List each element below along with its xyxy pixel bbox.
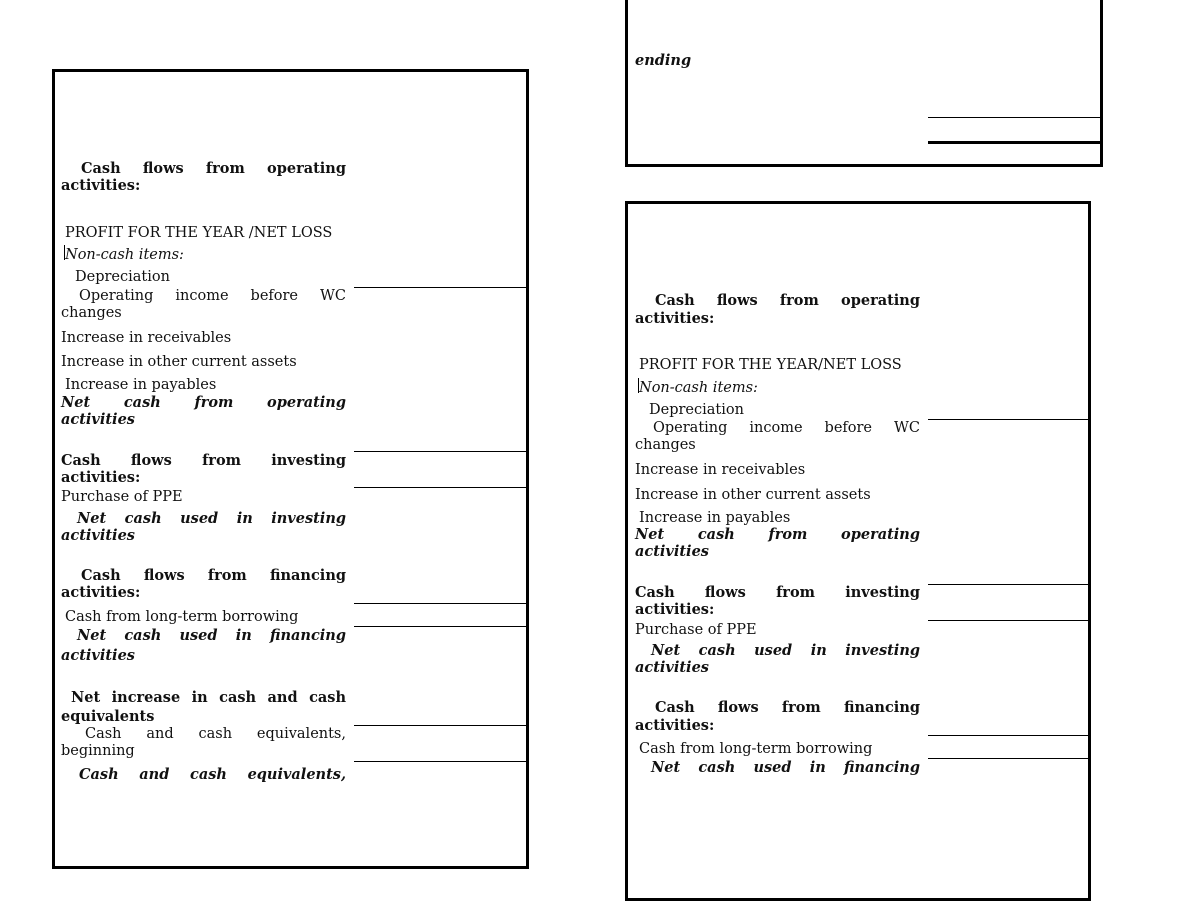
- right-receivables-label: Increase in receivables: [635, 462, 806, 478]
- left-rule: [354, 626, 529, 627]
- right-net-operating-label: Net cash from operating: [635, 526, 920, 543]
- left-payables-label: Increase in payables: [65, 377, 217, 393]
- right-top-double-rule: [928, 141, 1101, 144]
- left-net-operating-label: Net cash from operating: [61, 394, 346, 411]
- left-net-investing-label-2: activities: [61, 527, 135, 544]
- left-rule: [354, 761, 529, 762]
- right-operating-heading: Cash flows from operating: [655, 292, 920, 309]
- left-non-cash-label: Non-cash items:: [65, 247, 184, 263]
- left-op-income-label: Operating income before WC: [79, 288, 346, 304]
- right-top-ending-label: ending: [635, 52, 692, 69]
- left-net-increase-label: Net increase in cash and cash: [71, 689, 346, 706]
- left-financing-heading: Cash flows from financing: [81, 567, 346, 584]
- right-rule: [928, 735, 1089, 736]
- right-depreciation-label: Depreciation: [649, 402, 744, 418]
- left-operating-heading: Cash flows from operating: [81, 160, 346, 177]
- left-ppe-label: Purchase of PPE: [61, 489, 183, 505]
- left-financing-heading-2: activities:: [61, 584, 141, 601]
- right-rule: [928, 758, 1089, 759]
- left-op-income-label-2: changes: [61, 305, 122, 321]
- left-rule: [354, 603, 529, 604]
- left-net-financing-label: Net cash used in financing: [77, 627, 346, 644]
- right-payables-label: Increase in payables: [639, 510, 791, 526]
- left-other-assets-label: Increase in other current assets: [61, 354, 297, 370]
- right-rule: [928, 584, 1089, 585]
- left-depreciation-label: Depreciation: [75, 269, 170, 285]
- left-cash-ending-label: Cash and cash equivalents,: [79, 766, 346, 783]
- right-financing-heading-2: activities:: [635, 717, 715, 734]
- right-investing-heading: Cash flows from investing: [635, 584, 920, 601]
- right-net-operating-label-2: activities: [635, 543, 709, 560]
- left-net-operating-label-2: activities: [61, 411, 135, 428]
- left-cash-beginning-label: Cash and cash equivalents,: [85, 726, 346, 742]
- left-rule: [354, 451, 529, 452]
- right-operating-heading-2: activities:: [635, 310, 715, 327]
- right-borrowing-label: Cash from long-term borrowing: [639, 741, 873, 757]
- right-op-income-label-2: changes: [635, 437, 696, 453]
- left-rule: [354, 287, 529, 288]
- left-profit-label: PROFIT FOR THE YEAR /NET LOSS: [65, 225, 333, 241]
- right-rule: [928, 419, 1089, 420]
- right-op-income-label: Operating income before WC: [653, 420, 920, 436]
- left-receivables-label: Increase in receivables: [61, 330, 232, 346]
- right-profit-label: PROFIT FOR THE YEAR/NET LOSS: [639, 357, 902, 373]
- right-investing-heading-2: activities:: [635, 601, 715, 618]
- right-other-assets-label: Increase in other current assets: [635, 487, 871, 503]
- left-operating-heading-2: activities:: [61, 177, 141, 194]
- left-investing-heading: Cash flows from investing: [61, 452, 346, 469]
- left-net-financing-label-2: activities: [61, 647, 135, 664]
- right-rule: [928, 620, 1089, 621]
- left-investing-heading-2: activities:: [61, 469, 141, 486]
- left-rule: [354, 725, 529, 726]
- left-rule: [354, 487, 529, 488]
- right-net-investing-label: Net cash used in investing: [651, 642, 920, 659]
- left-borrowing-label: Cash from long-term borrowing: [65, 609, 299, 625]
- right-financing-heading: Cash flows from financing: [655, 699, 920, 716]
- right-net-investing-label-2: activities: [635, 659, 709, 676]
- right-non-cash-label: Non-cash items:: [639, 380, 758, 396]
- left-net-investing-label: Net cash used in investing: [77, 510, 346, 527]
- right-ppe-label: Purchase of PPE: [635, 622, 757, 638]
- right-top-rule: [928, 117, 1101, 118]
- left-cash-beginning-label-2: beginning: [61, 743, 135, 759]
- left-net-increase-label-2: equivalents: [61, 708, 155, 725]
- right-net-financing-label: Net cash used in financing: [651, 759, 920, 776]
